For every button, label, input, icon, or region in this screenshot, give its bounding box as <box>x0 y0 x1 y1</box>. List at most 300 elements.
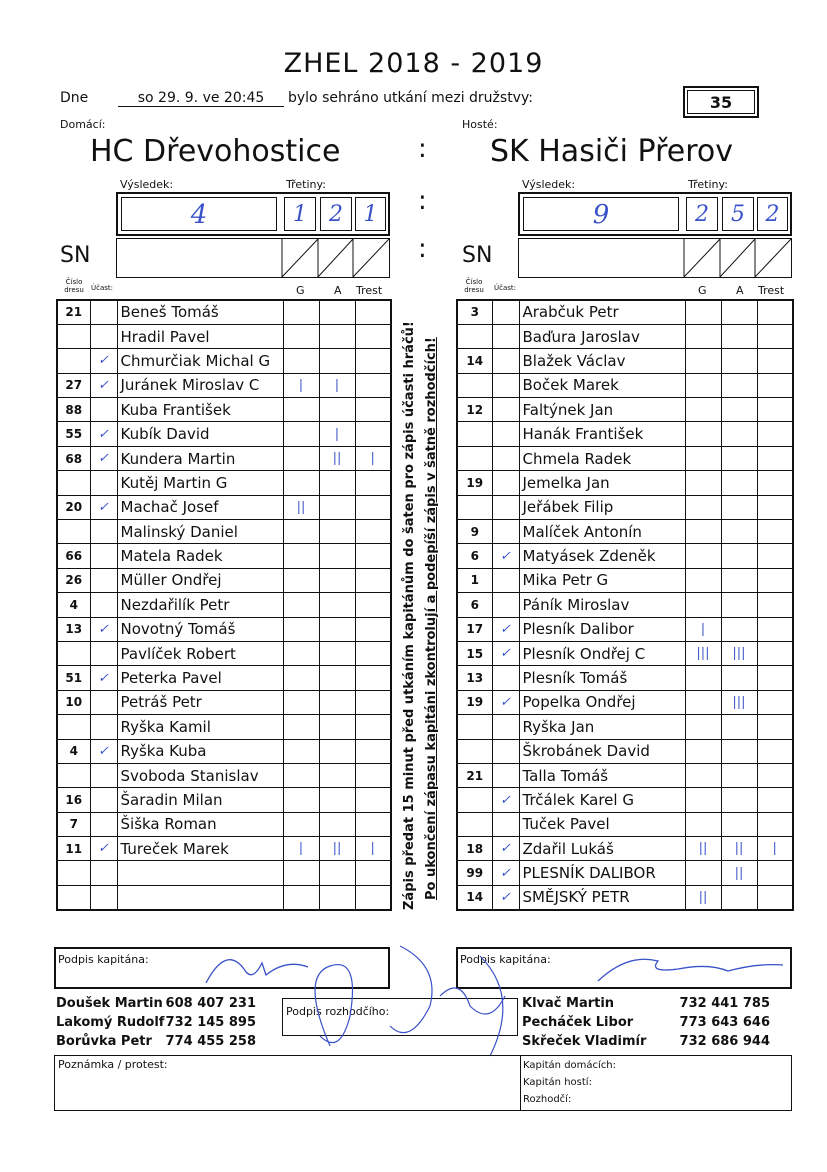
guest-col-a: A <box>736 284 744 297</box>
table-row <box>57 617 391 641</box>
goals-cell <box>283 471 319 495</box>
jersey-number: 13 <box>457 666 492 690</box>
goals-cell: | <box>283 373 319 397</box>
contact-name: Doušek Martin <box>56 996 163 1011</box>
goals-cell <box>283 398 319 422</box>
player-name: Kundera Martin <box>117 446 283 470</box>
player-name: Tureček Marek <box>117 837 283 861</box>
jersey-number <box>457 446 492 470</box>
guest-captain-sign-label: Podpis kapitána: <box>460 953 551 966</box>
attendance-mark <box>492 324 519 348</box>
table-row <box>457 422 793 446</box>
jersey-number: 11 <box>57 837 90 861</box>
contact-phone: 732 686 944 <box>679 1034 770 1049</box>
jersey-number: 1 <box>457 568 492 592</box>
goals-cell <box>685 544 721 568</box>
penalty-cell <box>355 763 391 787</box>
player-name: Trčálek Karel G <box>519 788 685 812</box>
jersey-number: 15 <box>457 641 492 665</box>
assists-cell <box>721 568 757 592</box>
attendance-mark: ✓ <box>90 495 117 519</box>
assists-cell <box>721 617 757 641</box>
penalty-cell <box>757 373 793 397</box>
referee-sign-label: Podpis rozhodčího: <box>286 1005 390 1018</box>
assists-cell <box>319 812 355 836</box>
jersey-number: 14 <box>457 885 492 909</box>
jersey-number <box>457 422 492 446</box>
penalty-cell <box>355 324 391 348</box>
table-row <box>457 398 793 422</box>
referee-signature-scribble <box>290 936 530 1066</box>
page-title: ZHEL 2018 - 2019 <box>283 48 544 79</box>
attendance-mark <box>90 300 117 324</box>
contact-row <box>56 996 256 1015</box>
penalty-cell <box>757 861 793 885</box>
jersey-number <box>457 812 492 836</box>
home-roster-table <box>56 299 392 911</box>
penalty-cell <box>757 422 793 446</box>
player-name <box>117 885 283 909</box>
table-row <box>57 690 391 714</box>
table-row <box>457 544 793 568</box>
player-name: Plesník Ondřej C <box>519 641 685 665</box>
jersey-number: 21 <box>57 300 90 324</box>
player-name: Talla Tomáš <box>519 763 685 787</box>
table-row <box>457 861 793 885</box>
penalty-cell <box>355 422 391 446</box>
table-row <box>57 568 391 592</box>
guest-score: 9 <box>523 197 679 231</box>
player-name: PLESNÍK DALIBOR <box>519 861 685 885</box>
assists-cell: | <box>319 373 355 397</box>
attendance-mark <box>492 495 519 519</box>
assists-cell <box>319 471 355 495</box>
player-name: Chmurčiak Michal G <box>117 349 283 373</box>
attendance-mark <box>90 520 117 544</box>
guest-periods-label: Třetiny: <box>688 178 728 191</box>
table-row <box>57 495 391 519</box>
goals-cell <box>685 715 721 739</box>
home-period-3: 1 <box>355 197 386 231</box>
attendance-mark <box>90 861 117 885</box>
penalty-cell: | <box>355 837 391 861</box>
table-row <box>57 349 391 373</box>
goals-cell <box>283 593 319 617</box>
attendance-mark: ✓ <box>492 885 519 909</box>
table-row <box>57 373 391 397</box>
assists-cell <box>721 544 757 568</box>
jersey-number: 21 <box>457 763 492 787</box>
attendance-mark: ✓ <box>90 422 117 446</box>
attendance-mark <box>90 398 117 422</box>
goals-cell <box>685 861 721 885</box>
assists-cell <box>721 812 757 836</box>
assists-cell <box>721 324 757 348</box>
table-row <box>457 324 793 348</box>
player-name: Malinský Daniel <box>117 520 283 544</box>
colon-sep: : <box>418 234 427 264</box>
attendance-mark <box>90 593 117 617</box>
goals-cell <box>283 739 319 763</box>
penalty-cell <box>757 520 793 544</box>
table-row <box>57 861 391 885</box>
assists-cell <box>721 398 757 422</box>
assists-cell <box>721 885 757 909</box>
assists-cell <box>319 520 355 544</box>
player-name: Páník Miroslav <box>519 593 685 617</box>
goals-cell <box>283 666 319 690</box>
assists-cell <box>721 788 757 812</box>
jersey-number: 99 <box>457 861 492 885</box>
goals-cell <box>685 324 721 348</box>
attendance-mark <box>492 568 519 592</box>
jersey-number: 4 <box>57 739 90 763</box>
table-row <box>57 471 391 495</box>
penalty-cell <box>757 812 793 836</box>
penalty-cell <box>355 861 391 885</box>
player-name: Šaradin Milan <box>117 788 283 812</box>
table-row <box>457 666 793 690</box>
jersey-number <box>57 471 90 495</box>
penalty-cell <box>757 446 793 470</box>
guest-period-2: 5 <box>722 197 754 231</box>
guest-score-box <box>518 192 792 236</box>
goals-cell <box>685 300 721 324</box>
goals-cell: || <box>283 495 319 519</box>
penalty-cell <box>355 715 391 739</box>
player-name: Svoboda Stanislav <box>117 763 283 787</box>
goals-cell <box>283 300 319 324</box>
jersey-number <box>457 788 492 812</box>
penalty-cell <box>757 885 793 909</box>
vertical-note-1: Zápis předat 15 minut před utkáním kapitánům do šaten pro zápis účasti hráčů! <box>402 321 417 910</box>
assists-cell <box>319 324 355 348</box>
table-row <box>457 520 793 544</box>
assists-cell <box>319 398 355 422</box>
penalty-cell <box>757 666 793 690</box>
assists-cell <box>721 520 757 544</box>
goals-cell <box>283 861 319 885</box>
goals-cell <box>283 641 319 665</box>
goals-cell <box>685 812 721 836</box>
player-name: Nezdařilík Petr <box>117 593 283 617</box>
penalty-cell <box>355 544 391 568</box>
table-row <box>457 568 793 592</box>
goals-cell <box>685 593 721 617</box>
guest-col-g: G <box>698 284 707 297</box>
penalty-cell <box>355 617 391 641</box>
penalty-cell: | <box>355 446 391 470</box>
attendance-mark <box>90 812 117 836</box>
player-name: SMĚJSKÝ PETR <box>519 885 685 909</box>
assists-cell: || <box>721 861 757 885</box>
attendance-mark: ✓ <box>90 446 117 470</box>
assists-cell <box>721 349 757 373</box>
penalty-cell <box>757 593 793 617</box>
player-name: Boček Marek <box>519 373 685 397</box>
goals-cell: | <box>685 617 721 641</box>
assists-cell <box>319 739 355 763</box>
assists-cell <box>721 422 757 446</box>
home-col-trest: Trest <box>356 284 383 297</box>
player-name: Malíček Antonín <box>519 520 685 544</box>
assists-cell: ||| <box>721 690 757 714</box>
jersey-number: 12 <box>457 398 492 422</box>
assists-cell <box>721 471 757 495</box>
penalty-cell <box>757 300 793 324</box>
jersey-number: 27 <box>57 373 90 397</box>
guest-team-name: SK Hasiči Přerov <box>490 134 734 169</box>
contact-name: Skřeček Vladimír <box>522 1034 647 1049</box>
jersey-number <box>457 324 492 348</box>
penalty-cell <box>355 520 391 544</box>
note-label: Poznámka / protest: <box>58 1058 168 1071</box>
attendance-mark: ✓ <box>90 837 117 861</box>
penalty-cell <box>355 568 391 592</box>
guest-col-number: Číslo dresu <box>464 278 484 294</box>
penalty-cell <box>757 471 793 495</box>
assists-cell <box>721 373 757 397</box>
player-name: Mika Petr G <box>519 568 685 592</box>
home-score-box <box>116 192 390 236</box>
goals-cell <box>283 788 319 812</box>
goals-cell <box>283 544 319 568</box>
penalty-cell: | <box>757 837 793 861</box>
attendance-mark: ✓ <box>492 837 519 861</box>
player-name: Machač Josef <box>117 495 283 519</box>
jersey-number: 17 <box>457 617 492 641</box>
goals-cell <box>283 568 319 592</box>
jersey-number: 9 <box>457 520 492 544</box>
goals-cell <box>685 763 721 787</box>
jersey-number: 88 <box>57 398 90 422</box>
jersey-number: 66 <box>57 544 90 568</box>
penalty-cell <box>355 373 391 397</box>
attendance-mark <box>90 690 117 714</box>
jersey-number: 55 <box>57 422 90 446</box>
jersey-number: 16 <box>57 788 90 812</box>
guest-col-trest: Trest <box>758 284 785 297</box>
player-name: Peterka Pavel <box>117 666 283 690</box>
goals-cell <box>685 520 721 544</box>
contact-row <box>522 1015 770 1034</box>
jersey-number: 6 <box>457 544 492 568</box>
contact-name: Lakomý Rudolf <box>56 1015 165 1030</box>
attendance-mark: ✓ <box>492 861 519 885</box>
attendance-mark <box>492 471 519 495</box>
jersey-number <box>457 495 492 519</box>
goals-cell <box>685 788 721 812</box>
player-name: Popelka Ondřej <box>519 690 685 714</box>
assists-cell <box>319 568 355 592</box>
player-name: Arabčuk Petr <box>519 300 685 324</box>
player-name: Plesník Dalibor <box>519 617 685 641</box>
attendance-mark <box>90 885 117 909</box>
jersey-number <box>57 763 90 787</box>
player-name: Novotný Tomáš <box>117 617 283 641</box>
guest-result-label: Výsledek: <box>522 178 576 191</box>
goals-cell <box>283 715 319 739</box>
goals-cell <box>283 763 319 787</box>
penalty-cell <box>757 763 793 787</box>
goals-cell <box>685 690 721 714</box>
goals-cell <box>685 495 721 519</box>
player-name: Hradil Pavel <box>117 324 283 348</box>
jersey-number: 20 <box>57 495 90 519</box>
home-sn-label: SN <box>60 243 91 268</box>
penalty-cell <box>355 398 391 422</box>
assists-cell <box>319 715 355 739</box>
goals-cell: || <box>685 837 721 861</box>
date-value: so 29. 9. ve 20:45 <box>118 90 284 107</box>
jersey-number: 68 <box>57 446 90 470</box>
goals-cell <box>283 885 319 909</box>
table-row <box>57 812 391 836</box>
penalty-cell <box>757 324 793 348</box>
attendance-mark <box>492 763 519 787</box>
attendance-mark: ✓ <box>492 617 519 641</box>
attendance-mark <box>492 300 519 324</box>
player-name: Ryška Jan <box>519 715 685 739</box>
goals-cell <box>283 617 319 641</box>
contact-name: Klvač Martin <box>522 996 615 1011</box>
penalty-cell <box>757 349 793 373</box>
sn-slash-cells <box>519 239 791 277</box>
match-number-box <box>683 86 759 118</box>
referee-line: Rozhodčí: <box>523 1094 572 1105</box>
assists-cell: || <box>319 837 355 861</box>
assists-cell <box>319 617 355 641</box>
contact-name: Borůvka Petr <box>56 1034 152 1049</box>
assists-cell <box>721 446 757 470</box>
table-row <box>457 885 793 909</box>
player-name: Zdařil Lukáš <box>519 837 685 861</box>
assists-cell <box>721 715 757 739</box>
goals-cell <box>283 812 319 836</box>
attendance-mark <box>492 666 519 690</box>
table-row <box>457 446 793 470</box>
attendance-mark <box>492 349 519 373</box>
jersey-number <box>57 520 90 544</box>
contact-row <box>522 1034 770 1053</box>
jersey-number: 19 <box>457 690 492 714</box>
attendance-mark <box>492 593 519 617</box>
jersey-number <box>457 373 492 397</box>
player-name: Petráš Petr <box>117 690 283 714</box>
home-label: Domácí: <box>60 118 106 131</box>
player-name: Blažek Václav <box>519 349 685 373</box>
jersey-number <box>57 885 90 909</box>
table-row <box>57 544 391 568</box>
table-row <box>457 788 793 812</box>
table-row <box>457 715 793 739</box>
assists-cell <box>721 739 757 763</box>
home-col-a: A <box>334 284 342 297</box>
penalty-cell <box>757 398 793 422</box>
attendance-mark <box>90 544 117 568</box>
played-text: bylo sehráno utkání mezi družstvy: <box>288 90 533 106</box>
table-row <box>57 300 391 324</box>
penalty-cell <box>757 568 793 592</box>
jersey-number: 13 <box>57 617 90 641</box>
assists-cell: | <box>319 422 355 446</box>
penalty-cell <box>757 788 793 812</box>
attendance-mark: ✓ <box>90 666 117 690</box>
assists-cell <box>319 861 355 885</box>
assists-cell <box>721 666 757 690</box>
player-name: Juránek Miroslav C <box>117 373 283 397</box>
table-row <box>57 739 391 763</box>
guest-period-1: 2 <box>686 197 718 231</box>
match-number: 35 <box>687 90 755 114</box>
contacts-right <box>522 996 770 1053</box>
table-row <box>457 641 793 665</box>
jersey-number: 3 <box>457 300 492 324</box>
attendance-mark: ✓ <box>492 641 519 665</box>
assists-cell <box>319 763 355 787</box>
jersey-number: 26 <box>57 568 90 592</box>
colon-sep: : <box>418 134 427 164</box>
jersey-number <box>57 349 90 373</box>
contact-phone: 608 407 231 <box>165 996 256 1011</box>
penalty-cell <box>355 495 391 519</box>
home-captain-sign-label: Podpis kapitána: <box>58 953 149 966</box>
home-result-label: Výsledek: <box>120 178 174 191</box>
goals-cell <box>283 324 319 348</box>
home-score: 4 <box>121 197 277 231</box>
penalty-cell <box>757 544 793 568</box>
guest-roster-table <box>456 299 794 911</box>
player-name: Jemelka Jan <box>519 471 685 495</box>
note-box <box>54 1055 792 1111</box>
player-name: Ryška Kuba <box>117 739 283 763</box>
table-row <box>457 690 793 714</box>
table-row <box>57 666 391 690</box>
penalty-cell <box>355 471 391 495</box>
attendance-mark <box>492 520 519 544</box>
penalty-cell <box>355 349 391 373</box>
assists-cell <box>319 593 355 617</box>
home-col-number: Číslo dresu <box>64 278 84 294</box>
goals-cell <box>685 471 721 495</box>
table-row <box>57 324 391 348</box>
table-row <box>457 593 793 617</box>
attendance-mark: ✓ <box>90 373 117 397</box>
table-row <box>457 837 793 861</box>
contact-name: Pecháček Libor <box>522 1015 634 1030</box>
player-name: Chmela Radek <box>519 446 685 470</box>
attendance-mark <box>492 398 519 422</box>
penalty-cell <box>757 715 793 739</box>
home-col-g: G <box>296 284 305 297</box>
attendance-mark <box>492 715 519 739</box>
jersey-number: 19 <box>457 471 492 495</box>
jersey-number <box>57 641 90 665</box>
assists-cell <box>721 763 757 787</box>
penalty-cell <box>757 641 793 665</box>
contact-phone: 774 455 258 <box>165 1034 256 1049</box>
attendance-mark: ✓ <box>492 788 519 812</box>
table-row <box>57 446 391 470</box>
player-name: Baďura Jaroslav <box>519 324 685 348</box>
contacts-left <box>56 996 256 1053</box>
assists-cell: || <box>721 837 757 861</box>
assists-cell <box>319 495 355 519</box>
penalty-cell <box>355 666 391 690</box>
table-row <box>57 398 391 422</box>
penalty-cell <box>355 812 391 836</box>
player-name: Plesník Tomáš <box>519 666 685 690</box>
